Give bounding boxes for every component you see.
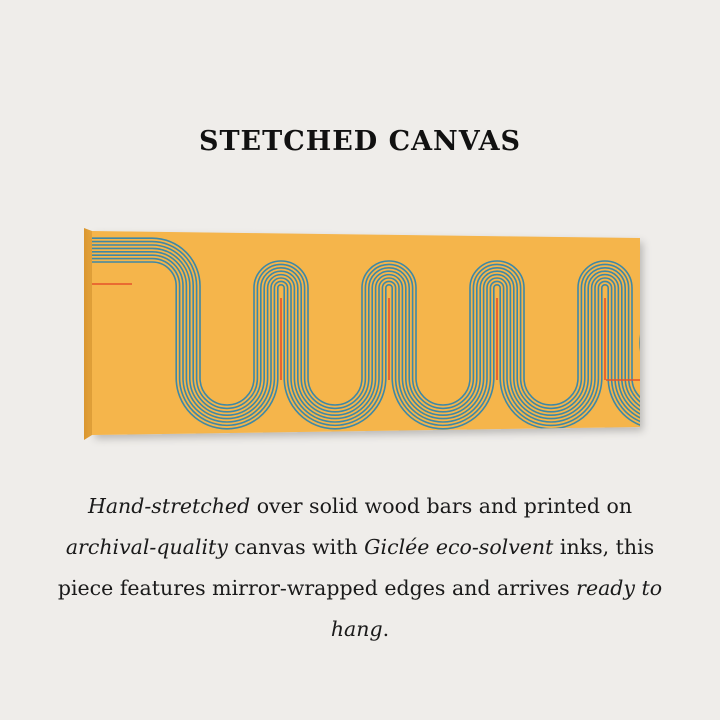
description-em-3: Giclée eco-solvent: [364, 535, 554, 559]
canvas-artwork: [84, 228, 644, 440]
description-text-1: over solid wood bars and printed on: [250, 494, 633, 518]
description-text-2: canvas with: [227, 535, 365, 559]
description-em-1: Hand-stretched: [87, 494, 251, 518]
description-text: [40, 486, 680, 650]
description-em-4: ready to hang: [330, 576, 663, 641]
serpentine-artwork: [84, 228, 644, 440]
page-title: STETCHED CANVAS: [198, 126, 522, 157]
description-end: .: [382, 617, 390, 641]
description-text-3: inks, this piece features mirror-wrapped edges and arrives: [57, 535, 655, 600]
canvas-left-edge: [84, 228, 92, 440]
description-em-2: archival-quality: [65, 535, 228, 559]
